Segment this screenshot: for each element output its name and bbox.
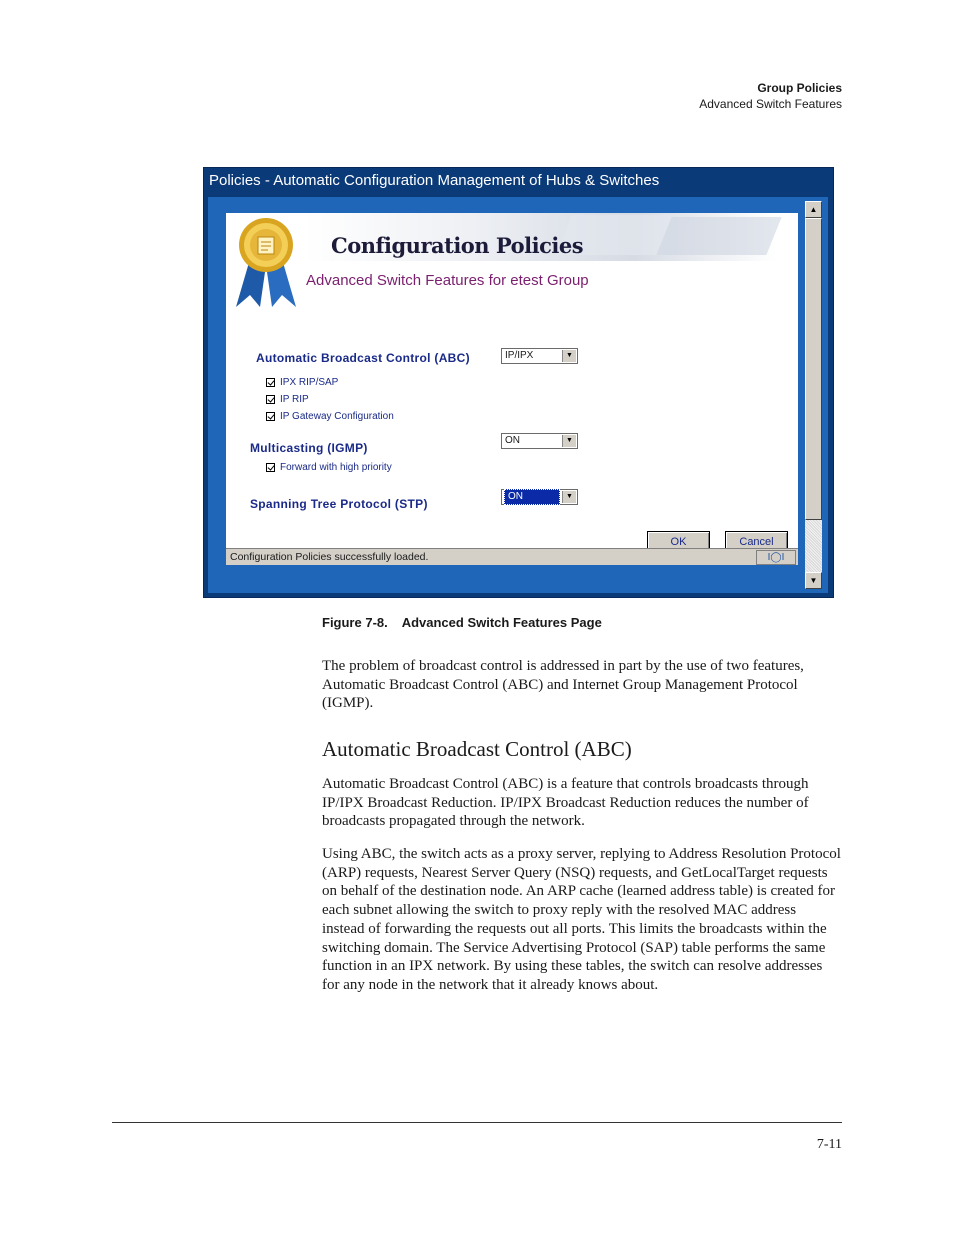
section-heading: Automatic Broadcast Control (ABC) xyxy=(322,737,632,761)
scrollbar-thumb[interactable] xyxy=(805,218,822,520)
advanced-switch-features-subtitle: Advanced Switch Features for etest Group xyxy=(306,272,589,289)
checkbox-ip-gateway[interactable] xyxy=(266,411,394,422)
intro-paragraph: The problem of broadcast control is addressed in part by the use of two features, Automatic Broadcast Control (ABC) and Internet Group Management Protocol (IGMP). xyxy=(322,658,804,712)
status-bar xyxy=(226,548,798,565)
checkbox-checked-icon[interactable] xyxy=(266,463,275,472)
ok-button[interactable]: OK xyxy=(647,531,710,551)
banner-document-graphic xyxy=(656,217,781,255)
vertical-scrollbar[interactable] xyxy=(805,201,822,589)
abc-paragraph-1: Automatic Broadcast Control (ABC) is a feature that controls broadcasts through IP/IPX Broadcast Reduction. IP/IPX Broadcast Reduction reduces the number of broadcasts propagated through the network. xyxy=(322,776,809,830)
checkbox-checked-icon[interactable] xyxy=(266,412,275,421)
figure-caption: Figure 7-8. Advanced Switch Features Page xyxy=(322,615,602,630)
award-ribbon-icon xyxy=(230,215,302,311)
stp-select[interactable] xyxy=(501,489,578,505)
checkbox-label: Forward with high priority xyxy=(280,462,392,473)
igmp-select[interactable] xyxy=(501,433,578,449)
abc-select[interactable] xyxy=(501,348,578,364)
window-frame xyxy=(208,197,828,593)
checkbox-label: IPX RIP/SAP xyxy=(280,377,339,388)
policies-window xyxy=(203,167,834,598)
chevron-down-icon[interactable]: ▼ xyxy=(562,350,576,362)
checkbox-label: IP Gateway Configuration xyxy=(280,411,394,422)
scroll-up-icon[interactable]: ▲ xyxy=(805,201,822,218)
running-header-title: Group Policies xyxy=(757,81,842,95)
cancel-button[interactable]: Cancel xyxy=(725,531,788,551)
scroll-down-icon[interactable]: ▼ xyxy=(805,572,822,589)
checkbox-checked-icon[interactable] xyxy=(266,378,275,387)
abc-label: Automatic Broadcast Control (ABC) xyxy=(256,351,470,365)
chevron-down-icon[interactable]: ▼ xyxy=(562,435,576,447)
igmp-select-value: ON xyxy=(505,435,520,446)
running-header-subtitle: Advanced Switch Features xyxy=(699,97,842,111)
config-content xyxy=(226,213,798,565)
checkbox-label: IP RIP xyxy=(280,394,309,405)
checkbox-forward-high-priority[interactable] xyxy=(266,462,392,473)
checkbox-ipx-rip-sap[interactable] xyxy=(266,377,338,388)
igmp-label: Multicasting (IGMP) xyxy=(250,441,368,455)
checkbox-ip-rip[interactable] xyxy=(266,394,309,405)
checkbox-checked-icon[interactable] xyxy=(266,395,275,404)
stp-label: Spanning Tree Protocol (STP) xyxy=(250,497,428,511)
chevron-down-icon[interactable]: ▼ xyxy=(562,491,576,503)
status-text: Configuration Policies successfully loaded. xyxy=(230,551,429,563)
page-number: 7-11 xyxy=(816,1137,842,1152)
footer-rule xyxy=(112,1122,842,1123)
abc-paragraph-2: Using ABC, the switch acts as a proxy server, replying to Address Resolution Protocol (ARP) requests, Nearest Server Query (NSQ) requests, and GetLocalTarget requests on behalf of the destination node. An ARP cache (learned address table) is created for each subnet allowing the switch to proxy reply with the resolved MAC address instead of forwarding the requests out all ports. This limits the broadcasts within the switching domain. The Service Advertising Protocol (SAP) table performs the same function in an IPX network. By using these tables, the switch can resolve addresses for any node in the network that it already knows about. xyxy=(322,846,841,993)
configuration-policies-title: Configuration Policies xyxy=(331,233,584,258)
stp-select-value: ON xyxy=(504,489,560,505)
connection-icon: ‖◯‖ xyxy=(756,550,796,565)
abc-select-value: IP/IPX xyxy=(505,350,534,361)
window-title: Policies - Automatic Configuration Management of Hubs & Switches xyxy=(209,172,660,189)
